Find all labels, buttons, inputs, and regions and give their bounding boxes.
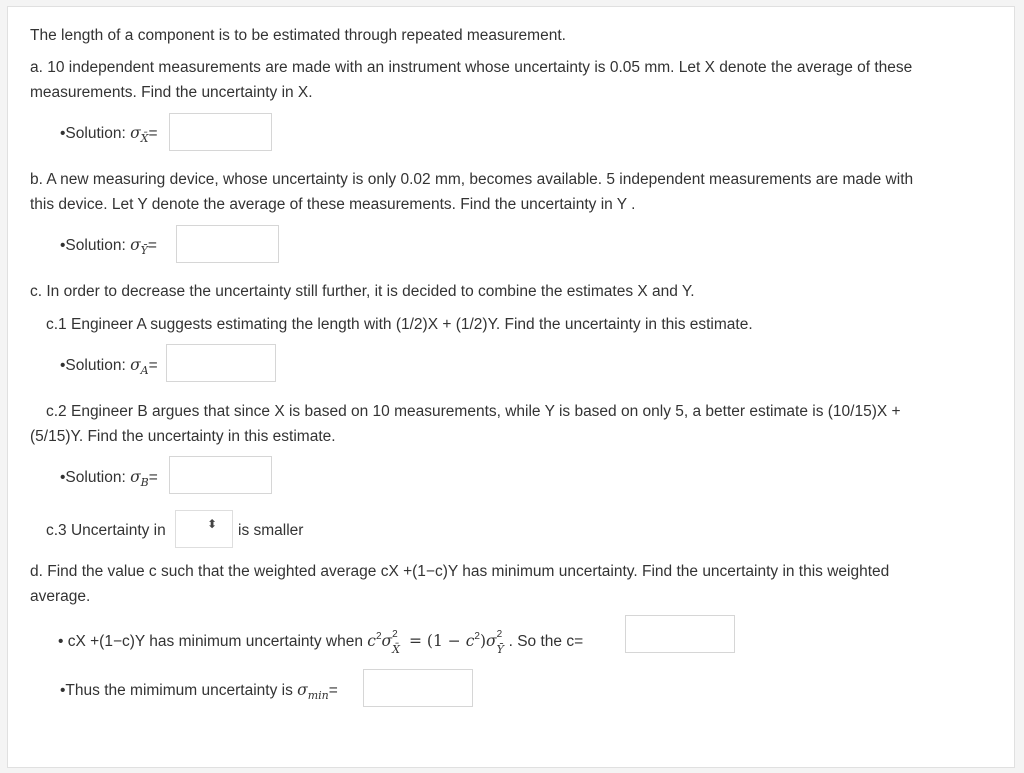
part-d-text-line2: average. xyxy=(30,588,91,605)
sigma-x-input[interactable] xyxy=(169,113,272,151)
equals-sign: = xyxy=(148,125,158,142)
sigma-symbol: σ xyxy=(130,356,141,374)
eq-sigma2: σ xyxy=(486,632,497,650)
sigma-symbol: σ xyxy=(130,236,141,254)
uncertainty-select[interactable] xyxy=(175,510,233,548)
eq-mid: = (1 − xyxy=(404,632,466,650)
eq-sigma: σ xyxy=(381,632,393,650)
question-card xyxy=(7,6,1015,768)
sigma-y-input[interactable] xyxy=(176,225,279,263)
eq-x-sub: X̄ xyxy=(392,643,400,656)
equals-sign: = xyxy=(148,469,158,486)
part-b-text-line2: this device. Let Y denote the average of these measurements. Find the uncertainty in Y . xyxy=(30,196,636,213)
part-c2-text-line2: (5/15)Y. Find the uncertainty in this estimate. xyxy=(30,428,336,445)
solution-prefix: •Solution: xyxy=(60,237,131,254)
sigma-a-input[interactable] xyxy=(166,344,276,382)
sigma-subscript: A xyxy=(140,364,149,377)
sigma-subscript: Ȳ xyxy=(140,244,148,257)
sigma-symbol: σ xyxy=(130,468,141,486)
eq-y-square: 2 xyxy=(496,629,503,640)
solution-prefix: •Solution: xyxy=(60,125,131,142)
sigma-b-input[interactable] xyxy=(169,456,272,494)
part-d-text-line1: d. Find the value c such that the weighted average cX +(1−c)Y has minimum uncertainty. Find the uncertainty in this weighted xyxy=(30,563,890,580)
condition-suffix: . So the c= xyxy=(508,633,584,650)
part-d-min-label xyxy=(60,678,1020,708)
min-prefix: •Thus the mimimum uncertainty is xyxy=(60,682,298,699)
sigma-min-input[interactable] xyxy=(363,669,473,707)
part-b-text-line1: b. A new measuring device, whose uncertainty is only 0.02 mm, becomes available. 5 independent measurements are made with xyxy=(30,171,914,188)
part-c1-text: c.1 Engineer A suggests estimating the length with (1/2)X + (1/2)Y. Find the uncertainty in this estimate. xyxy=(46,316,753,333)
part-c-text: c. In order to decrease the uncertainty still further, it is decided to combine the estimates X and Y. xyxy=(30,283,695,300)
updown-caret-icon: ⬍ xyxy=(207,517,218,531)
solution-prefix: •Solution: xyxy=(60,469,131,486)
eq-close: ) xyxy=(479,632,486,650)
eq-y-sub: Ȳ xyxy=(496,643,504,656)
eq-x-square: 2 xyxy=(392,629,398,640)
solution-prefix: •Solution: xyxy=(60,357,131,374)
part-c3-suffix: is smaller xyxy=(238,522,304,539)
eq-square: 2 xyxy=(375,631,382,642)
condition-prefix: • cX +(1−c)Y has minimum uncertainty when xyxy=(58,633,368,650)
equals-sign: = xyxy=(148,357,158,374)
equals-sign: = xyxy=(147,237,157,254)
part-a-text-line1: a. 10 independent measurements are made with an instrument whose uncertainty is 0.05 mm. Let X denote the average of these xyxy=(30,59,913,76)
sigma-subscript: min xyxy=(307,689,329,702)
eq-x-scripts xyxy=(392,629,404,656)
sigma-symbol: σ xyxy=(297,681,308,699)
equals-sign: = xyxy=(328,682,338,699)
c-value-input[interactable] xyxy=(625,615,735,653)
sigma-subscript: X̄ xyxy=(140,132,149,145)
part-c3-prefix: c.3 Uncertainty in xyxy=(46,522,166,539)
eq-c: c xyxy=(367,632,376,650)
eq-square2: 2 xyxy=(474,631,480,642)
intro-text: The length of a component is to be estimated through repeated measurement. xyxy=(30,27,566,44)
sigma-symbol: σ xyxy=(130,124,141,142)
part-c2-text-line1: c.2 Engineer B argues that since X is based on 10 measurements, while Y is based on only 5, a better estimate is (10/15)X + xyxy=(46,403,901,420)
part-a-text-line2: measurements. Find the uncertainty in X. xyxy=(30,84,313,101)
part-d-condition xyxy=(58,624,1018,654)
eq-y-scripts xyxy=(496,629,509,656)
eq-c2: c xyxy=(465,632,475,650)
sigma-subscript: B xyxy=(140,476,149,489)
